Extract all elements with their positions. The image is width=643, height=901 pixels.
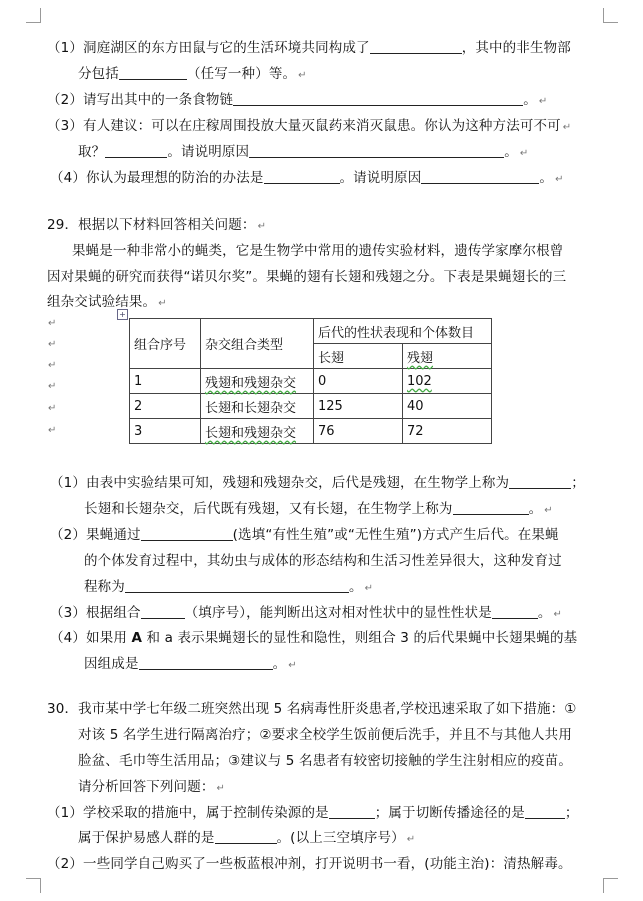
answer-blank[interactable] — [141, 605, 185, 619]
crop-mark-bottom-left — [26, 878, 41, 893]
q29-sub4-line-2: 因组成是 。 ↵ — [84, 656, 297, 672]
answer-blank[interactable] — [215, 830, 277, 844]
crop-mark-top-left — [26, 8, 41, 23]
q29-material-line-2: 因对果蝇的研究而获得“诺贝尔奖”。果蝇的翅有长翅和残翅之分。下表是果蝇翅长的三 — [47, 269, 567, 285]
q28-line-4: （3）有人建议：可以在庄稼周围投放大量灭鼠药来消灭鼠患。你认为这种方法可不可 ↵ — [47, 118, 572, 134]
q29-sub2-line-3: 程称为 。 ↵ — [84, 579, 374, 595]
answer-blank[interactable] — [139, 656, 273, 670]
answer-blank[interactable] — [264, 170, 340, 184]
q29-sub1-line-2: 长翅和长翅杂交，后代既有残翅，又有长翅，在生物学上称为 。 ↵ — [84, 501, 553, 517]
table-row: 3 长翅和残翅杂交 76 72 — [130, 419, 492, 444]
q29-sub2-line-1: （2）果蝇通过 (选填“有性生殖”或“无性生殖”)方式产生后代。在果蝇 — [50, 527, 559, 543]
answer-blank[interactable] — [370, 40, 462, 54]
table-move-handle-icon[interactable]: + — [117, 309, 128, 320]
answer-blank[interactable] — [509, 475, 571, 489]
q29-title: 29．根据以下材料回答相关问题： ↵ — [47, 217, 267, 233]
q29-sub1-line-1: （1）由表中实验结果可知，残翅和残翅杂交，后代是残翅，在生物学上称为 ； — [50, 475, 585, 491]
table-header-row — [130, 319, 492, 344]
q30-sub1-line-2: 属于保护易感人群的是 。(以上三空填序号） ↵ — [78, 830, 416, 846]
answer-blank[interactable] — [233, 92, 523, 106]
crop-mark-bottom-right — [603, 878, 618, 893]
q28-line-2: 分包括 （任写一种）等。 ↵ — [78, 66, 307, 82]
answer-blank[interactable] — [105, 144, 167, 158]
q30-line-2: 对该 5 名学生进行隔离治疗；②要求全校学生饭前便后洗手，并且不与其他人共用 — [78, 727, 572, 743]
answer-blank[interactable] — [453, 501, 529, 515]
q30-line-4: 请分析回答下列问题： ↵ — [78, 779, 226, 795]
q30-sub2-line: （2）一些同学自己购买了一些板蓝根冲剂，打开说明书一看，(功能主治)：清热解毒。 — [47, 856, 572, 872]
q28-line-6: （4）你认为最理想的防治的办法是 。请说明原因 。 ↵ — [50, 170, 564, 186]
q30-line-3: 脸盆、毛巾等生活用品；③建议与 5 名患者有较密切接触的学生注射相应的疫苗。 — [78, 753, 572, 769]
answer-blank[interactable] — [525, 805, 565, 819]
q29-sub4-line-1: （4）如果用 A 和 a 表示果蝇翅长的显性和隐性，则组合 3 的后代果蝇中长翅果蝇的基 — [50, 630, 578, 646]
answer-blank[interactable] — [125, 579, 349, 593]
q30-sub1-line-1: （1）学校采取的措施中，属于控制传染源的是 ；属于切断传播途径的是 ； — [47, 805, 579, 821]
header-cross-type: 杂交组合类型 — [201, 319, 314, 369]
paragraph-mark: ↵ — [48, 403, 57, 414]
crop-mark-top-right — [603, 8, 618, 23]
q28-line-3: （2）请写出其中的一条食物链 。 ↵ — [47, 92, 548, 108]
paragraph-mark: ↵ — [48, 425, 57, 436]
q28-line-5: 取？ 。请说明原因 。 ↵ — [78, 144, 529, 160]
q29-sub3-line: （3）根据组合 （填序号），能判断出这对相对性状中的显性性状是 。 ↵ — [50, 605, 563, 621]
paragraph-mark: ↵ — [48, 381, 57, 392]
header-long-wing: 长翅 — [314, 344, 403, 369]
answer-blank[interactable] — [329, 805, 375, 819]
answer-blank[interactable] — [141, 527, 233, 541]
paragraph-mark: ↵ — [48, 360, 57, 371]
table-row: 1 残翅和残翅杂交 0 102 — [130, 369, 492, 394]
paragraph-mark: ↵ — [48, 339, 57, 350]
q29-material-line-1: 果蝇是一种非常小的蝇类，它是生物学中常用的遗传实验材料，遗传学家摩尔根曾 — [72, 243, 564, 259]
q30-line-1: 30．我市某中学七年级二班突然出现 5 名病毒性肝炎患者,学校迅速采取了如下措施：① — [47, 701, 577, 717]
header-offspring: 后代的性状表现和个体数目 — [314, 319, 492, 344]
q29-material-line-3: 组杂交试验结果。 ↵ — [47, 294, 167, 310]
header-short-wing: 残翅 — [403, 344, 492, 369]
header-group-number: 组合序号 — [130, 319, 201, 369]
answer-blank[interactable] — [249, 144, 504, 158]
q28-line-1: （1）洞庭湖区的东方田鼠与它的生活环境共同构成了 ，其中的非生物部 — [47, 40, 571, 56]
table-row: 2 长翅和长翅杂交 125 40 — [130, 394, 492, 419]
answer-blank[interactable] — [421, 170, 539, 184]
paragraph-mark: ↵ — [48, 318, 57, 329]
answer-blank[interactable] — [492, 605, 538, 619]
q29-sub2-line-2: 的个体发育过程中，其幼虫与成体的形态结构和生活习性差异很大，这种发育过 — [84, 553, 562, 569]
answer-blank[interactable] — [119, 66, 187, 80]
fruit-fly-cross-table — [129, 318, 492, 444]
